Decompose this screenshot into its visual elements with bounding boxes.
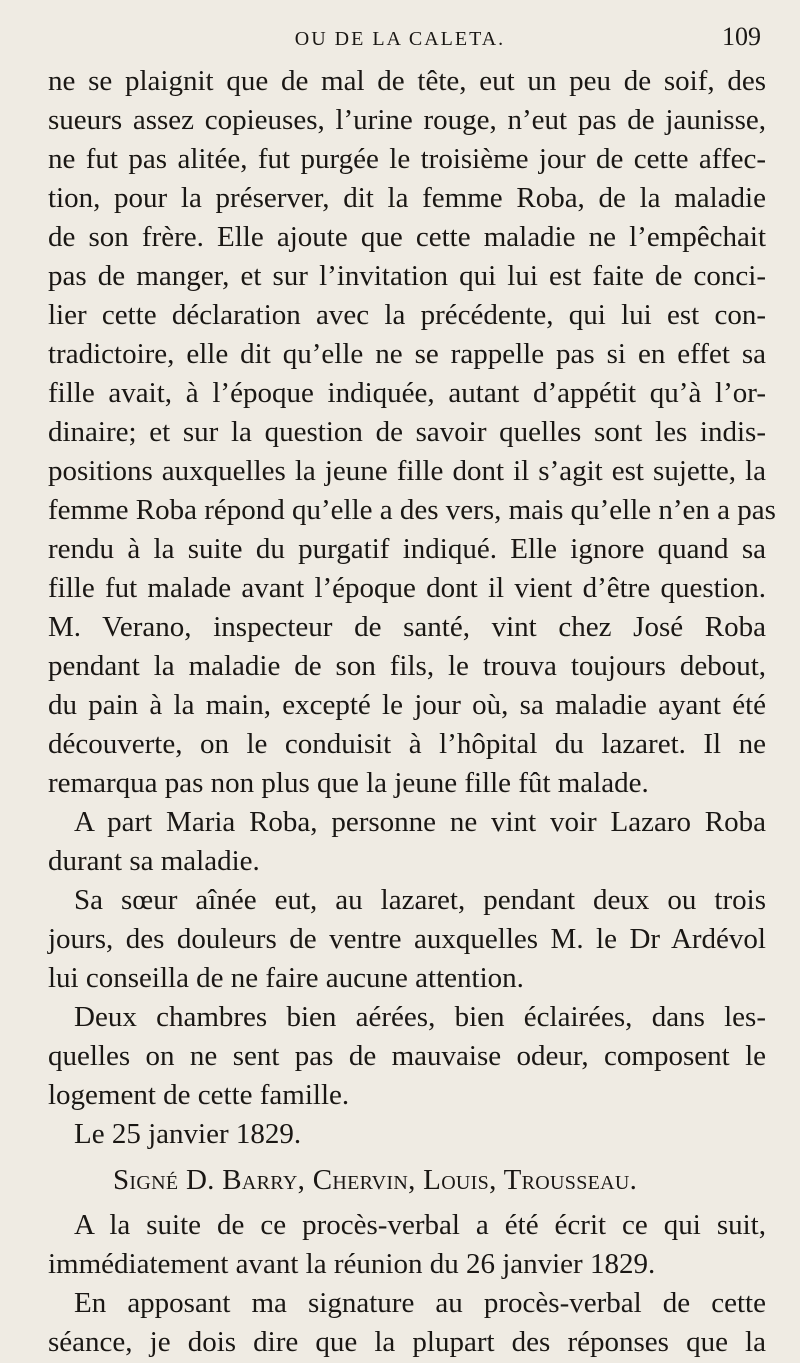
text-line: jours, des douleurs de ventre auxquelles M. le Dr Ardévol (48, 923, 766, 955)
text-line: sueurs assez copieuses, l’urine rouge, n’eut pas de jaunisse, (48, 104, 766, 136)
text-line: tradictoire, elle dit qu’elle ne se rappelle pas si en effet sa (48, 338, 766, 370)
text-line: pas de manger, et sur l’invitation qui lui est faite de conci- (48, 260, 766, 292)
page-number: 109 (722, 22, 761, 51)
text-line: M. Verano, inspecteur de santé, vint chez José Roba (48, 611, 766, 643)
text-line: lui conseilla de ne faire aucune attention. (48, 962, 524, 994)
text-line: séance, je dois dire que la plupart des réponses que la (48, 1326, 766, 1358)
body-text (48, 62, 776, 1362)
text-line: remarqua pas non plus que la jeune fille fût malade. (48, 767, 649, 799)
text-line: rendu à la suite du purgatif indiqué. Elle ignore quand sa (48, 533, 766, 565)
text-line: immédiatement avant la réunion du 26 janvier 1829. (48, 1248, 656, 1280)
text-line: femme Roba répond qu’elle a des vers, mais qu’elle n’en a pas (48, 494, 776, 526)
page-header (0, 22, 800, 62)
text-line: fille fut malade avant l’époque dont il vient d’être question. (48, 572, 766, 604)
text-line: positions auxquelles la jeune fille dont il s’agit est sujette, la (48, 455, 766, 487)
text-line: de son frère. Elle ajoute que cette maladie ne l’empêchait (48, 221, 766, 253)
text-line: Deux chambres bien aérées, bien éclairées, dans les- (74, 1001, 766, 1033)
text-line: découverte, on le conduisit à l’hôpital du lazaret. Il ne (48, 728, 766, 760)
running-title: OU DE LA CALETA. (294, 28, 506, 50)
date-line: Le 25 janvier 1829. (74, 1118, 302, 1150)
text-line: lier cette déclaration avec la précédente, qui lui est con- (48, 299, 766, 331)
text-line: fille avait, à l’époque indiquée, autant d’appétit qu’à l’or- (48, 377, 766, 409)
text-line: du pain à la main, excepté le jour où, sa maladie ayant été (48, 689, 766, 721)
text-line: A part Maria Roba, personne ne vint voir Lazaro Roba (74, 806, 766, 838)
signature-line: Signé D. Barry, Chervin, Louis, Trousseau. (113, 1164, 638, 1196)
text-line: logement de cette famille. (48, 1079, 350, 1111)
text-line: pendant la maladie de son fils, le trouva toujours debout, (48, 650, 766, 682)
text-line: quelles on ne sent pas de mauvaise odeur, composent le (48, 1040, 766, 1072)
text-line: En apposant ma signature au procès-verbal de cette (74, 1287, 766, 1319)
text-line: A la suite de ce procès-verbal a été écrit ce qui suit, (74, 1209, 766, 1241)
text-line: ne fut pas alitée, fut purgée le troisième jour de cette affec- (48, 143, 766, 175)
text-line: durant sa maladie. (48, 845, 260, 877)
text-line: tion, pour la préserver, dit la femme Roba, de la maladie (48, 182, 766, 214)
text-line: dinaire; et sur la question de savoir quelles sont les indis- (48, 416, 766, 448)
text-line: Sa sœur aînée eut, au lazaret, pendant deux ou trois (74, 884, 766, 916)
text-line: ne se plaignit que de mal de tête, eut un peu de soif, des (48, 65, 766, 97)
